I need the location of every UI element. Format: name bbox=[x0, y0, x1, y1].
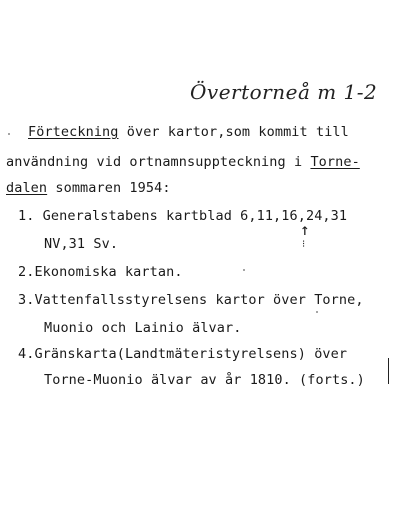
list-item-1b: NV,31 Sv. bbox=[44, 236, 119, 252]
list-item-1a: 1. Generalstabens kartblad 6,11,16,24,31 bbox=[18, 208, 348, 224]
mark-icon: ⁝ bbox=[302, 239, 306, 250]
speck bbox=[243, 269, 245, 271]
title-word-underlined: Förteckning bbox=[28, 124, 119, 140]
arrow-up-icon: ↑ bbox=[300, 220, 310, 239]
line-3-rest: sommaren 1954: bbox=[47, 180, 171, 196]
line-3-underlined: dalen bbox=[6, 180, 48, 196]
closing-bracket bbox=[384, 358, 389, 384]
handwritten-heading: Övertorneå m 1-2 bbox=[190, 80, 378, 104]
speck bbox=[316, 311, 318, 313]
list-item-4b: Torne-Muonio älvar av år 1810. (forts.) bbox=[44, 372, 365, 388]
line-2-text: användning vid ortnamnsuppteckning i bbox=[6, 154, 311, 170]
line-3 bbox=[6, 180, 171, 196]
line-1-rest: över kartor,som kommit till bbox=[118, 124, 349, 140]
speck bbox=[8, 133, 10, 135]
line-2 bbox=[6, 154, 360, 170]
list-item-2: 2.Ekonomiska kartan. bbox=[18, 264, 183, 280]
list-item-4a: 4.Gränskarta(Landtmäteristyrelsens) över bbox=[18, 346, 348, 362]
list-item-3a: 3.Vattenfallsstyrelsens kartor över Torne, bbox=[18, 292, 364, 308]
list-item-3b: Muonio och Lainio älvar. bbox=[44, 320, 242, 336]
line-1 bbox=[28, 124, 349, 140]
line-2-underlined: Torne- bbox=[310, 154, 360, 170]
